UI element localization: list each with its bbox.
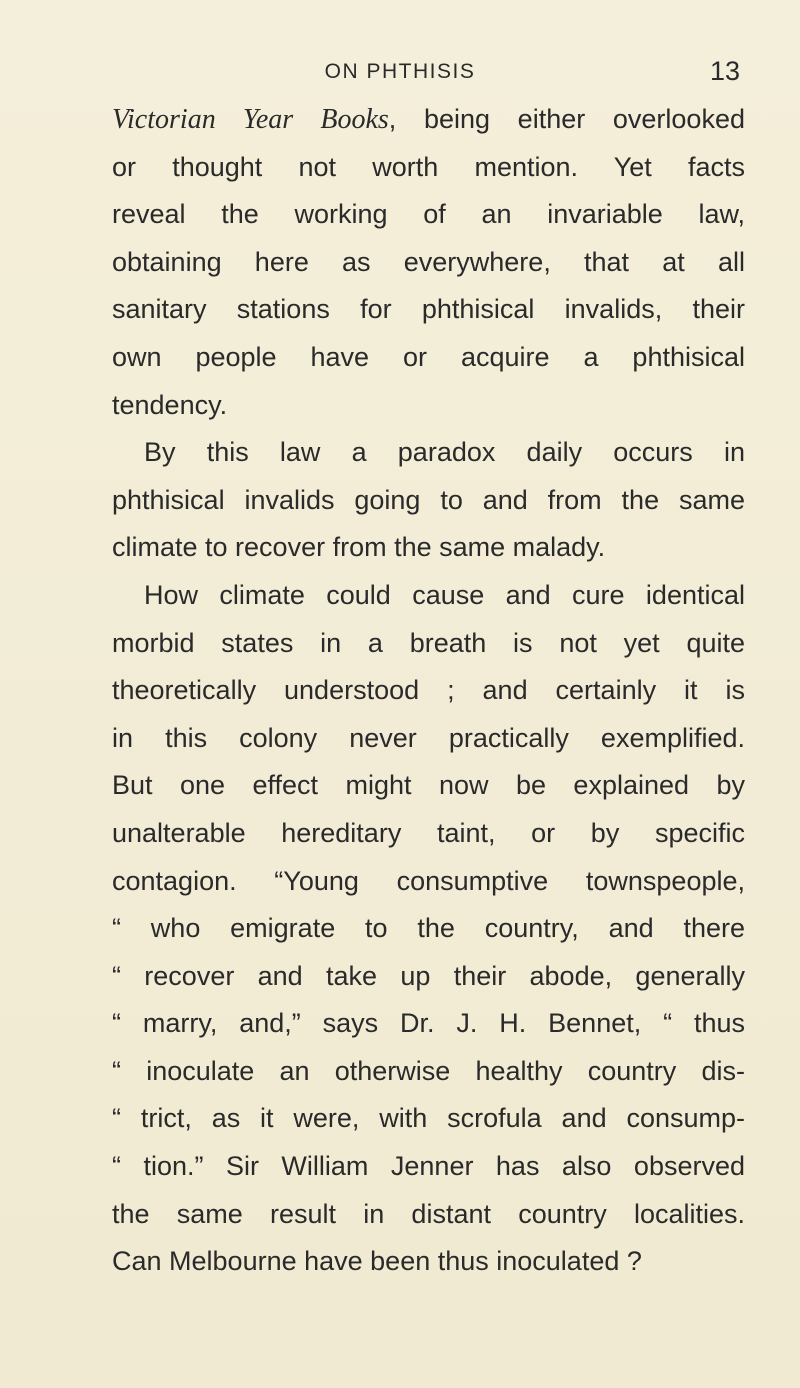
page-header [0,52,800,92]
text-line: in this colony never practically exemplified. [112,722,745,753]
text-line: climate to recover from the same malady. [112,532,606,563]
text-line: the same result in distant country localities. [112,1198,745,1229]
text-line: reveal the working of an invariable law, [112,199,745,230]
text-line: obtaining here as everywhere, that at all [112,246,745,277]
text-line: tendency. [112,389,228,420]
text-line: “ inoculate an otherwise healthy country dis- [112,1055,745,1086]
text-line: sanitary stations for phthisical invalids, their [112,294,745,325]
text-line: contagion. “Young consumptive townspeople, [112,865,745,896]
text-line: “ tion.” Sir William Jenner has also observed [112,1151,745,1182]
text-line: morbid states in a breath is not yet quite [112,627,745,658]
text-line: or thought not worth mention. Yet facts [112,151,745,182]
text-line: “ marry, and,” says Dr. J. H. Bennet, “ thus [112,1008,745,1039]
text-line: But one effect might now be explained by [112,770,745,801]
text-line: Victorian Year Books, being either overlooked [112,104,745,135]
text-line: Can Melbourne have been thus inoculated ? [112,1246,642,1277]
body-text [112,96,745,1286]
text-line: How climate could cause and cure identical [144,579,745,610]
text-line: own people have or acquire a phthisical [112,341,745,372]
running-head: ON PHTHISIS [324,60,476,83]
text-line: “ recover and take up their abode, generally [112,960,745,991]
text-line: unalterable hereditary taint, or by specific [112,817,745,848]
text-line: By this law a paradox daily occurs in [144,437,745,468]
italic-title: Victorian Year Books [112,104,389,135]
text-line: theoretically understood ; and certainly it is [112,675,745,706]
text-line: “ trict, as it were, with scrofula and consump- [112,1103,745,1134]
page-number: 13 [709,56,740,86]
text-line: phthisical invalids going to and from the same [112,484,745,515]
text-line: “ who emigrate to the country, and there [112,913,745,944]
